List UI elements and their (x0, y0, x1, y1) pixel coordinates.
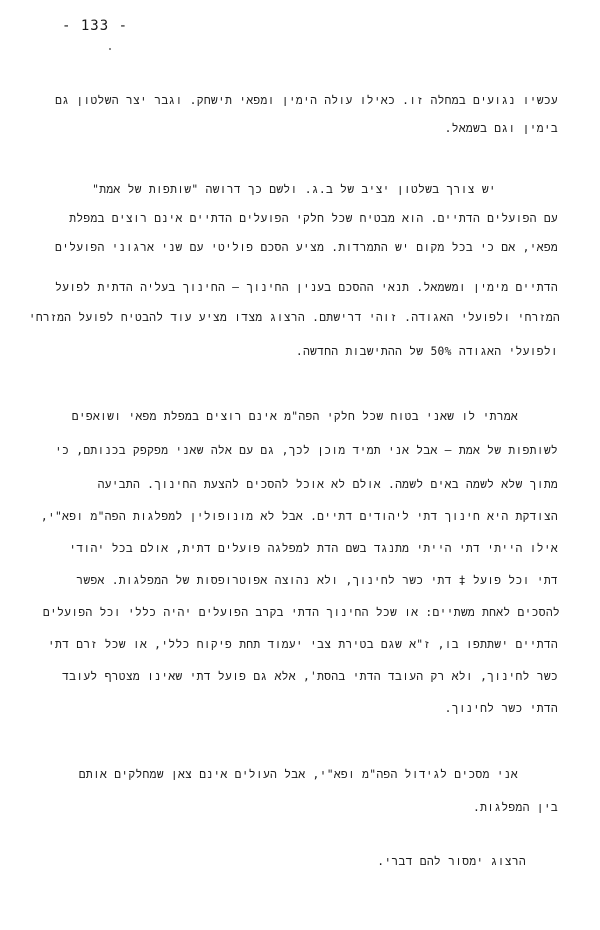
text-line: מתוך שלא לשמה באים לשמה. אולם לא אוכל להסכים להצעת החינוך. התביעה (97, 478, 558, 491)
page-number: - 133 - (62, 18, 129, 34)
text-line: עכשיו נגועים במחלה זו. כאילו עולה הימין ומפאי תישחק. וגבר יצר השלטון גם (55, 94, 558, 107)
scan-speck (109, 48, 111, 50)
text-line: אמרתי לו שאני בטוח שכל חלקי הפה"מ אינם רוצים במפלת מפאי ושואפים (71, 410, 518, 423)
text-line: להסכים לאחת משתיים: או שכל החינוך הדתי בקרב הפועלים יהיה כללי וכל הפועלים (42, 606, 560, 619)
text-line: לשותפות של אמת – אבל אני תמיד מוכן לכך, גם עם אלה שאני מפקפק בכנותם, כי (54, 444, 558, 457)
text-line: הדתי כשר לחינוך. (444, 702, 558, 715)
text-line: אני מסכים לגידול הפה"מ ופא"י, אבל העולים אינם צאן שמחלקים אותם (78, 768, 518, 781)
text-line: ולפועלי האגודה 50% של ההתישבות החדשה. (295, 345, 558, 358)
text-line: מפאי, אם כי בכל מקום יש התמרדות. מציע הסכם פוליטי עם שני ארגוני הפועלים (55, 241, 558, 254)
text-line: עם הפועלים הדתיים. הוא מבטיח שכל חלקי הפועלים הדתיים אינם רוצים במפלת (69, 212, 558, 225)
text-line: הדתיים ישתתפו בו, ז"א שגם בטירת צבי יעמוד תחת פיקוח כללי, או שכל זרם דתי (47, 638, 558, 651)
text-line: המזרחי ולפועלי האגודה. זוהי דרישתם. הרצוג מצדו מציע עוד להבטיח לפועל המזרחי (28, 311, 560, 324)
text-line: הרצוג ימסור להם דברי. (377, 855, 526, 868)
text-line: בימין וגם בשמאל. (444, 122, 558, 135)
text-line: אילו הייתי דתי הייתי מתנגד בשם הדת למפלגה פועלים דתית, אולם בכל יהודי (69, 542, 558, 555)
text-line: הצודקת היא חינוך דתי ליהודים דתיים. אבל לא מונופולין למפלגות הפה"מ ופא"י, (40, 510, 558, 523)
text-line: כשר לחינוך, ולא רק העובד הדתי בהסת', אלא גם פועל דתי שאינו מצטרף לעובד (62, 670, 558, 683)
text-line: דתי וכל פועל ‡ דתי כשר לחינוך, ולא נהוצה אפוטרופסות של המפלגות. אפשר (76, 574, 558, 587)
text-line: יש צורך בשלטון יציב של ב.ג. ולשם כך דרושה "שותפות של אמת" (92, 183, 496, 196)
text-line: הדתיים מימין ומשמאל. תנאי ההסכם בענין החינוך – החינוך בעליה הדתית לפועל (55, 281, 558, 294)
text-line: בין המפלגות. (473, 801, 558, 814)
